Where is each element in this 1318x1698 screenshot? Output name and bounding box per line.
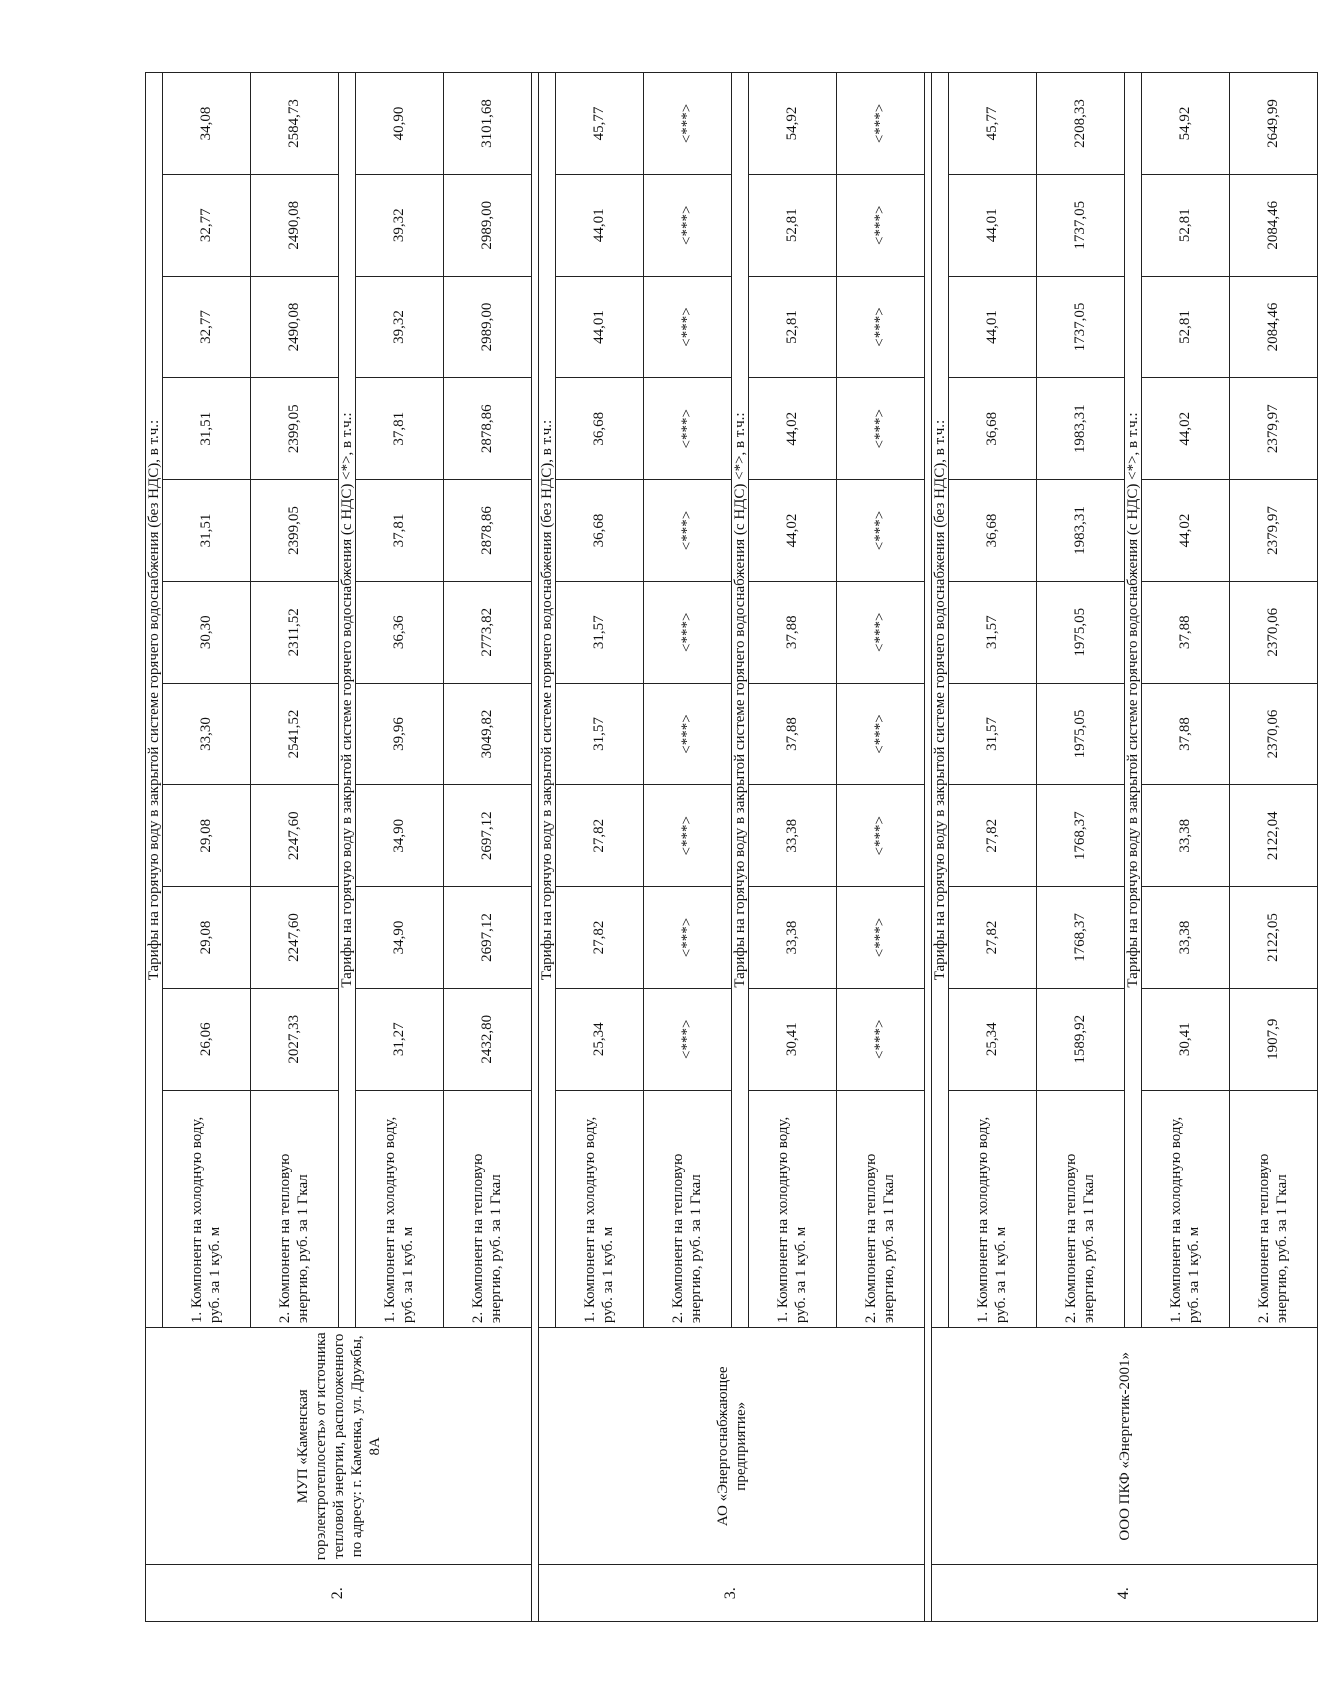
tariff-value: 1975,05	[1037, 581, 1125, 683]
tariff-value: 30,41	[749, 988, 837, 1090]
tariff-value: 44,01	[949, 276, 1037, 378]
tariff-value: 27,82	[949, 887, 1037, 989]
tariff-value: <***>	[837, 174, 925, 276]
tariff-value: 2490,08	[251, 276, 339, 378]
tariff-value: 40,90	[356, 73, 444, 175]
tariff-value: 29,08	[163, 785, 251, 887]
tariff-value: 31,57	[556, 683, 644, 785]
tariff-value: 27,82	[556, 887, 644, 989]
tariff-value: 39,32	[356, 276, 444, 378]
separator-cell	[925, 73, 932, 1622]
component-label: 1. Компонент на холодную воду, руб. за 1 куб. м	[1142, 1090, 1230, 1327]
group-separator	[532, 73, 539, 1622]
tariff-value: 32,77	[163, 174, 251, 276]
tariff-value: 31,57	[949, 581, 1037, 683]
tariff-value: 44,01	[556, 174, 644, 276]
tariff-value: 52,81	[1142, 276, 1230, 378]
tariff-value: <***>	[644, 73, 732, 175]
tariff-value: 36,36	[356, 581, 444, 683]
tariff-value: 2370,06	[1230, 683, 1318, 785]
tariff-value: 1768,37	[1037, 887, 1125, 989]
tariff-value: 2247,60	[251, 785, 339, 887]
tariff-value: 27,82	[949, 785, 1037, 887]
tariff-value: <***>	[644, 480, 732, 582]
tariff-value: 25,34	[949, 988, 1037, 1090]
tariff-value: 2399,05	[251, 480, 339, 582]
tariff-value: 33,38	[749, 785, 837, 887]
org-name: АО «Энергоснабжающее предприятие»	[539, 1328, 925, 1565]
tariff-value: <***>	[837, 276, 925, 378]
component-label: 2. Компонент на тепловую энергию, руб. за 1 Гкал	[837, 1090, 925, 1327]
tariff-value: 52,81	[749, 174, 837, 276]
tariff-value: <***>	[837, 581, 925, 683]
tariff-value: 33,38	[1142, 887, 1230, 989]
tariff-value: <***>	[644, 174, 732, 276]
tariff-value: <***>	[837, 378, 925, 480]
tariff-value: 54,92	[749, 73, 837, 175]
tariff-value: 2584,73	[251, 73, 339, 175]
tariff-value: 37,88	[1142, 683, 1230, 785]
section-title: Тарифы на горячую воду в закрытой системе горячего водоснабжения (без НДС), в т.ч.:	[539, 73, 556, 1328]
tariff-value: 2084,46	[1230, 276, 1318, 378]
component-label: 1. Компонент на холодную воду, руб. за 1 куб. м	[556, 1090, 644, 1327]
tariff-value: <***>	[837, 785, 925, 887]
org-name: МУП «Каменская горэлектротеплосеть» от источника тепловой энергии, расположенного по адресу: г. Каменка, ул. Дружбы, 8А	[146, 1328, 532, 1565]
tariff-value: <***>	[837, 887, 925, 989]
tariff-value: 31,57	[949, 683, 1037, 785]
tariff-value: 25,34	[556, 988, 644, 1090]
tariff-value: 2399,05	[251, 378, 339, 480]
tariff-value: 2084,46	[1230, 174, 1318, 276]
separator-cell	[532, 73, 539, 1622]
tariff-value: 2370,06	[1230, 581, 1318, 683]
tariff-value: 44,01	[949, 174, 1037, 276]
tariff-value: 37,88	[1142, 581, 1230, 683]
component-label: 2. Компонент на тепловую энергию, руб. за 1 Гкал	[251, 1090, 339, 1327]
tariff-value: 2122,04	[1230, 785, 1318, 887]
tariff-value: 31,51	[163, 480, 251, 582]
tariff-value: 1768,37	[1037, 785, 1125, 887]
tariff-value: 1907,9	[1230, 988, 1318, 1090]
tariff-value: 2989,00	[444, 174, 532, 276]
tariff-value: 37,81	[356, 378, 444, 480]
org-number: 4.	[932, 1565, 1318, 1622]
tariff-value: 54,92	[1142, 73, 1230, 175]
component-label: 1. Компонент на холодную воду, руб. за 1 куб. м	[749, 1090, 837, 1327]
tariff-value: 36,68	[949, 480, 1037, 582]
component-label: 2. Компонент на тепловую энергию, руб. за 1 Гкал	[644, 1090, 732, 1327]
component-label: 1. Компонент на холодную воду, руб. за 1 куб. м	[949, 1090, 1037, 1327]
tariff-value: 37,88	[749, 683, 837, 785]
tariff-value: 31,27	[356, 988, 444, 1090]
tariff-value: 2208,33	[1037, 73, 1125, 175]
tariff-value: 2379,97	[1230, 378, 1318, 480]
tariff-value: 2649,99	[1230, 73, 1318, 175]
tariff-value: 36,68	[949, 378, 1037, 480]
component-label: 2. Компонент на тепловую энергию, руб. за 1 Гкал	[444, 1090, 532, 1327]
tariff-value: 44,02	[749, 480, 837, 582]
table-row	[932, 73, 949, 1622]
tariff-value: 52,81	[1142, 174, 1230, 276]
section-title: Тарифы на горячую воду в закрытой системе горячего водоснабжения (с НДС) <*>, в т.ч.:	[732, 73, 749, 1328]
tariff-value: 34,90	[356, 785, 444, 887]
table-row	[146, 73, 163, 1622]
tariff-value: 34,90	[356, 887, 444, 989]
tariff-value: 33,38	[1142, 785, 1230, 887]
component-label: 1. Компонент на холодную воду, руб. за 1 куб. м	[163, 1090, 251, 1327]
tariff-value: 44,02	[1142, 378, 1230, 480]
tariff-value: 44,02	[1142, 480, 1230, 582]
tariff-value: 2697,12	[444, 785, 532, 887]
section-title: Тарифы на горячую воду в закрытой системе горячего водоснабжения (без НДС), в т.ч.:	[932, 73, 949, 1328]
tariff-value: 1737,05	[1037, 276, 1125, 378]
tariff-value: 2878,86	[444, 480, 532, 582]
tariff-value: 36,68	[556, 480, 644, 582]
tariff-value: 31,57	[556, 581, 644, 683]
tariff-value: 1589,92	[1037, 988, 1125, 1090]
tariff-value: 30,30	[163, 581, 251, 683]
tariff-value: 39,96	[356, 683, 444, 785]
section-title: Тарифы на горячую воду в закрытой системе горячего водоснабжения (с НДС) <*>, в т.ч.:	[1125, 73, 1142, 1328]
tariff-value: 2773,82	[444, 581, 532, 683]
table-row	[539, 73, 556, 1622]
tariff-value: <***>	[644, 581, 732, 683]
tariff-value: 26,06	[163, 988, 251, 1090]
tariff-value: 44,01	[556, 276, 644, 378]
tariff-value: <***>	[644, 683, 732, 785]
component-label: 2. Компонент на тепловую энергию, руб. за 1 Гкал	[1037, 1090, 1125, 1327]
org-number: 3.	[539, 1565, 925, 1622]
tariff-value: 2541,52	[251, 683, 339, 785]
tariff-value: 2311,52	[251, 581, 339, 683]
tariff-value: <***>	[644, 276, 732, 378]
component-label: 1. Компонент на холодную воду, руб. за 1 куб. м	[356, 1090, 444, 1327]
tariff-value: <***>	[644, 785, 732, 887]
tariff-value: 2122,05	[1230, 887, 1318, 989]
tariff-value: 36,68	[556, 378, 644, 480]
tariff-value: 31,51	[163, 378, 251, 480]
tariff-value: 2247,60	[251, 887, 339, 989]
tariff-value: <***>	[837, 683, 925, 785]
tariff-value: 3101,68	[444, 73, 532, 175]
tariff-value: 2697,12	[444, 887, 532, 989]
tariff-value: 2379,97	[1230, 480, 1318, 582]
org-name: ООО ПКФ «Энергетик-2001»	[932, 1328, 1318, 1565]
tariff-value: 44,02	[749, 378, 837, 480]
group-separator	[925, 73, 932, 1622]
tariff-value: 1983,31	[1037, 378, 1125, 480]
tariff-value: 52,81	[749, 276, 837, 378]
section-title: Тарифы на горячую воду в закрытой системе горячего водоснабжения (с НДС) <*>, в т.ч.:	[339, 73, 356, 1328]
tariff-value: <***>	[644, 378, 732, 480]
tariff-value: 2878,86	[444, 378, 532, 480]
tariff-value: 37,88	[749, 581, 837, 683]
tariff-value: 39,32	[356, 174, 444, 276]
tariff-value: 2027,33	[251, 988, 339, 1090]
tariff-value: 2989,00	[444, 276, 532, 378]
tariff-value: 33,30	[163, 683, 251, 785]
tariff-value: <***>	[644, 988, 732, 1090]
rotated-page	[145, 72, 1290, 1622]
tariff-value: 1983,31	[1037, 480, 1125, 582]
tariff-value: 32,77	[163, 276, 251, 378]
tariff-value: 3049,82	[444, 683, 532, 785]
tariff-value: <***>	[837, 988, 925, 1090]
tariff-value: 2432,80	[444, 988, 532, 1090]
tariff-value: 33,38	[749, 887, 837, 989]
org-number: 2.	[146, 1565, 532, 1622]
tariff-value: <***>	[837, 73, 925, 175]
tariff-value: 30,41	[1142, 988, 1230, 1090]
tariff-value: 1975,05	[1037, 683, 1125, 785]
tariff-value: <***>	[837, 480, 925, 582]
tariff-value: 2490,08	[251, 174, 339, 276]
tariff-value: 27,82	[556, 785, 644, 887]
tariff-value: <***>	[644, 887, 732, 989]
component-label: 2. Компонент на тепловую энергию, руб. за 1 Гкал	[1230, 1090, 1318, 1327]
tariff-value: 29,08	[163, 887, 251, 989]
tariff-value: 1737,05	[1037, 174, 1125, 276]
tariff-value: 34,08	[163, 73, 251, 175]
tariff-value: 45,77	[556, 73, 644, 175]
section-title: Тарифы на горячую воду в закрытой системе горячего водоснабжения (без НДС), в т.ч.:	[146, 73, 163, 1328]
tariff-value: 37,81	[356, 480, 444, 582]
tariff-table	[145, 72, 1318, 1622]
tariff-value: 45,77	[949, 73, 1037, 175]
